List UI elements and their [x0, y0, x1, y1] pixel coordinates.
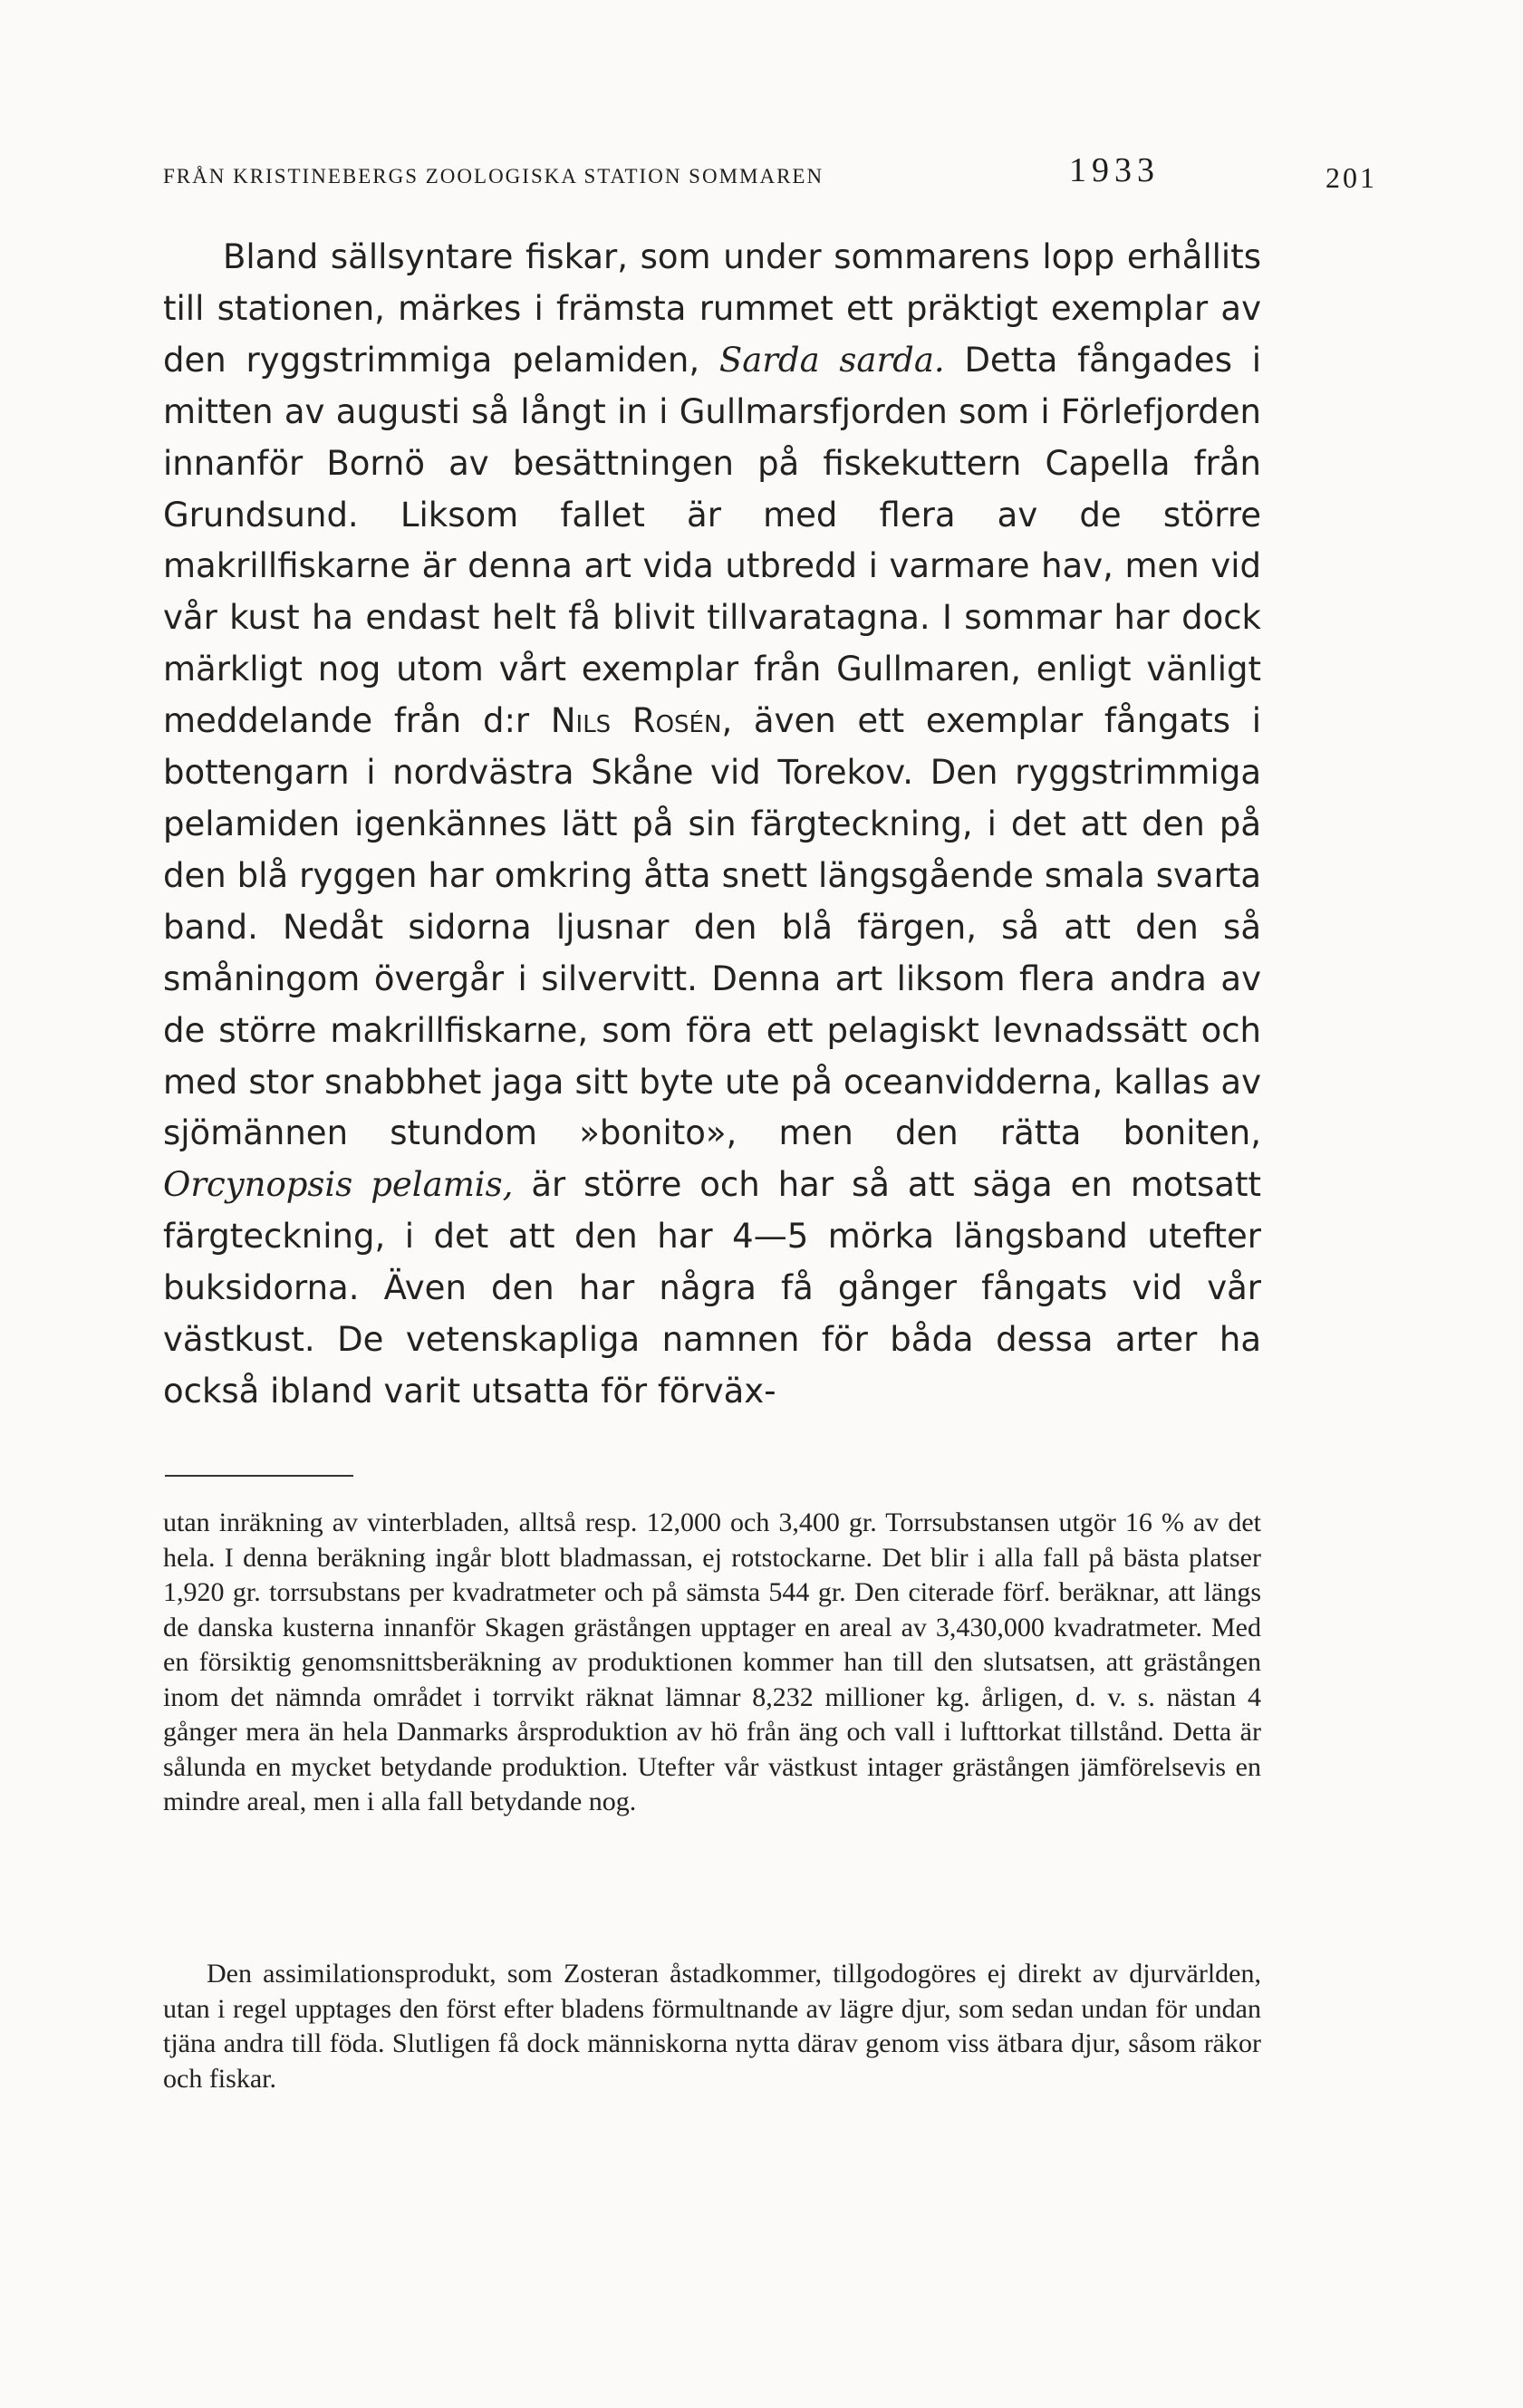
running-head-year: 1933 [1069, 151, 1160, 189]
species-name: Orcynopsis pelamis, [163, 1165, 514, 1205]
footnote-paragraph: Den assimilationsprodukt, som Zosteran åstadkommer, tillgodogöres ej direkt av djurvärlden, utan i regel upptages den först efter bladens förmultnande av lägre djur, som sedan undan för undan tjäna andra till föda. Slutligen få dock människorna nytta därav genom viss ätbara djur, såsom räkor och fiskar. [163, 1959, 1261, 2094]
species-name: Sarda sarda. [718, 340, 945, 380]
footnote-separator [165, 1475, 353, 1477]
body-text: är större och har så att säga en motsatt färgteckning, i det att den har 4—5 mörka längsband utefter buksidorna. Även den har några få gånger fångats vid vår västkust. De vetenskapliga namnen för båda dessa arter ha också ibland varit utsatta för förväx- [163, 1165, 1261, 1411]
body-text: , även ett exemplar fångats i bottengarn i nordvästra Skåne vid Torekov. Den ryggstrimmiga pelamiden igenkännes lätt på sin färgteckning, i det att den på den blå ryggen har omkring åtta snett längsgående smala svarta band. Nedåt sidorna ljusnar den blå färgen, så att den så småningom övergår i silvervitt. Denna art liksom flera andra av de större makrillfiskarne, som föra ett pelagiskt levnadssätt och med stor snabbhet jaga sitt byte ute på oceanvidderna, kallas av sjömännen stundom »bonito», men den rätta boniten, [163, 701, 1261, 1153]
person-name: Nils Rosén [550, 701, 722, 741]
page-number: 201 [1325, 161, 1377, 194]
main-paragraph [163, 232, 1261, 1418]
footnote-paragraph: utan inräkning av vinterbladen, alltså resp. 12,000 och 3,400 gr. Torrsubstansen utgör 16 % av det hela. I denna beräkning ingår blott bladmassan, ej rotstockarne. Det blir i alla fall på bästa platser 1,920 gr. torrsubstans per kvadratmeter och på sämsta 544 gr. Den citerade förf. beräknar, att längs de danska kusterna innanför Skagen grästången upptager en areal av 3,430,000 kvadratmeter. Med en försiktig genomsnittsberäkning av produktionen kommer han till den slutsatsen, att grästången inom det nämnda området i torrvikt räknat lämnar 8,232 millioner kg. årligen, d. v. s. nästan 4 gånger mera än hela Danmarks årsproduktion av hö från äng och vall i lufttorkat tillstånd. Detta är sålunda en mycket betydande produktion. Utefter vår västkust intager grästången jämförelsevis en mindre areal, men i alla fall betydande nog. [163, 1507, 1261, 1816]
body-text: Bland sällsyntare fiskar, som under sommarens lopp erhållits till stationen, märkes i främsta rummet ett präktigt exemplar av den ryggstrimmiga pelamiden, [163, 237, 1261, 380]
running-head-title: FRÅN KRISTINEBERGS ZOOLOGISKA STATION SOMMAREN [163, 165, 824, 188]
body-text: Detta fångades i mitten av augusti så långt in i Gullmarsfjorden som i Förlefjorden innanför Bornö av besättningen på fiskekuttern Capella från Grundsund. Liksom fallet är med flera av de större makrillfiskarne är denna art vida utbredd i varmare hav, men vid vår kust ha endast helt få blivit tillvaratagna. I sommar har dock märkligt nog utom vårt exemplar från Gullmaren, enligt vänligt meddelande från d:r [163, 340, 1262, 741]
running-header [163, 151, 1377, 201]
